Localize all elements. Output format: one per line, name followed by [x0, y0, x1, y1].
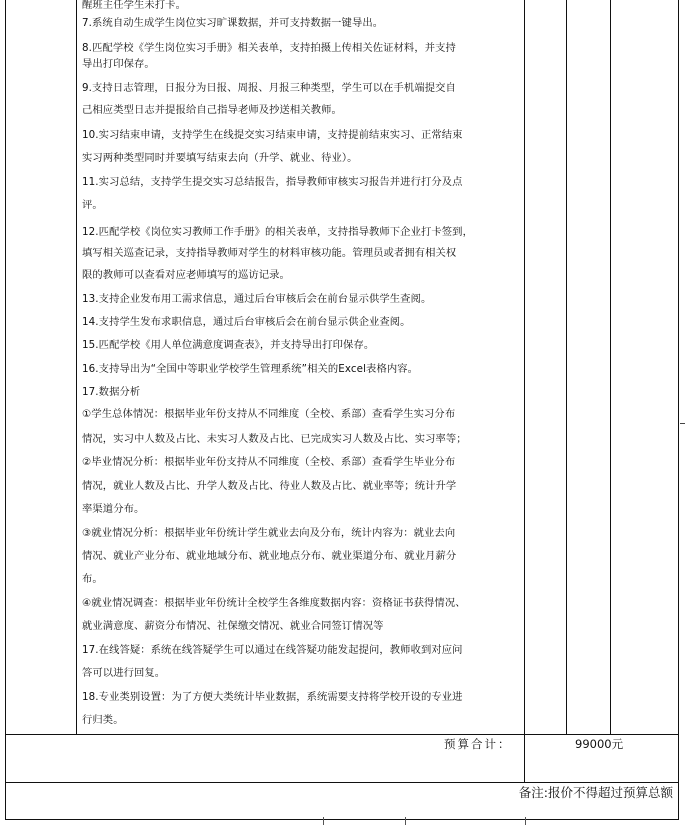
requirement-line: 16.支持导出为“全国中等职业学校学生管理系统”相关的Excel表格内容。 [82, 363, 419, 375]
requirement-line: 7.系统自动生成学生岗位实习旷课数据，并可支持数据一键导出。 [82, 17, 384, 29]
requirement-line: 行归类。 [82, 714, 124, 726]
requirement-line: 14.支持学生发布求职信息，通过后台审核后会在前台显示供企业查阅。 [82, 316, 411, 328]
requirement-line: 率渠道分布。 [82, 503, 145, 515]
requirement-line: 15.匹配学校《用人单位满意度调查表》，并支持导出打印保存。 [82, 339, 375, 351]
page-edge-tick [525, 817, 526, 825]
requirement-line: 10.实习结束申请，支持学生在线提交实习结束申请，支持提前结束实习、正常结束 [82, 129, 463, 141]
table-border-right [678, 0, 679, 820]
requirement-line: ③就业情况分析：根据毕业年份统计学生就业去向及分布，统计内容为：就业去向 [82, 527, 456, 539]
page-edge-tick [323, 817, 324, 825]
margin-mark [680, 423, 685, 424]
requirement-line: 评。 [82, 199, 103, 211]
requirement-line: 情况，实习中人数及占比、未实习人数及占比、已完成实习人数及占比、实习率等； [82, 433, 467, 445]
column-divider-2 [524, 0, 525, 782]
requirement-line: 情况，就业人数及占比、升学人数及占比、待业人数及占比、就业率等；统计升学 [82, 480, 457, 492]
row-divider-content-end [5, 734, 679, 735]
requirement-line: 9.支持日志管理，日报分为日报、周报、月报三种类型，学生可以在手机端提交自 [82, 82, 456, 94]
requirement-line: ④就业情况调查：根据毕业年份统计全校学生各维度数据内容：资格证书获得情况、 [82, 597, 466, 609]
page-edge-tick [405, 817, 406, 825]
budget-total-label: 预算合计： [444, 737, 512, 751]
requirement-line: 11.实习总结，支持学生提交实习总结报告，指导教师审核实习报告并进行打分及点 [82, 176, 463, 188]
requirement-line: 答可以进行回复。 [82, 667, 166, 679]
requirement-line: 就业满意度、薪资分布情况、社保缴交情况、就业合同签订情况等 [82, 620, 384, 632]
requirement-line: 实习两种类型同时并要填写结束去向（升学、就业、待业）。 [82, 152, 358, 164]
requirement-line: 13.支持企业发布用工需求信息，通过后台审核后会在前台显示供学生查阅。 [82, 293, 432, 305]
requirement-line: ②毕业情况分析：根据毕业年份支持从不同维度（全校、系部）查看学生毕业分布 [82, 456, 456, 468]
requirement-line: 8.匹配学校《学生岗位实习手册》相关表单，支持拍摄上传相关佐证材料，并支持 [82, 42, 456, 54]
requirement-line: 18.专业类别设置：为了方便大类统计毕业数据，系统需要支持将学校开设的专业进 [82, 691, 463, 703]
requirement-line: 17.数据分析 [82, 386, 141, 398]
requirement-line: 填写相关巡查记录，支持指导教师对学生的材料审核功能。管理员或者拥有相关权 [82, 247, 457, 259]
table-border-left [5, 0, 6, 820]
requirement-line: 醒班主任学生未打卡。 [82, 0, 186, 11]
column-divider-3 [566, 0, 567, 735]
footer-note: 备注:报价不得超过预算总额 [518, 785, 673, 800]
requirement-line: 限的教师可以查看对应老师填写的巡访记录。 [82, 269, 290, 281]
requirement-line: 导出打印保存。 [82, 58, 155, 70]
column-divider-4 [610, 0, 611, 735]
requirement-line: 12.匹配学校《岗位实习教师工作手册》的相关表单，支持指导教师下企业打卡签到， [82, 226, 473, 238]
requirement-line: 情况、就业产业分布、就业地域分布、就业地点分布、就业渠道分布、就业月薪分 [82, 550, 457, 562]
requirement-line: 17.在线答疑：系统在线答疑学生可以通过在线答疑功能发起提问，教师收到对应问 [82, 644, 463, 656]
budget-total-value: 99000元 [575, 737, 624, 751]
table-border-bottom [5, 819, 679, 820]
requirement-line: ①学生总体情况：根据毕业年份支持从不同维度（全校、系部）查看学生实习分布 [82, 408, 456, 420]
column-divider-1 [76, 0, 77, 735]
requirement-line: 己相应类型日志并提报给自己指导老师及抄送相关教师。 [82, 104, 342, 116]
requirement-line: 布。 [82, 573, 103, 585]
